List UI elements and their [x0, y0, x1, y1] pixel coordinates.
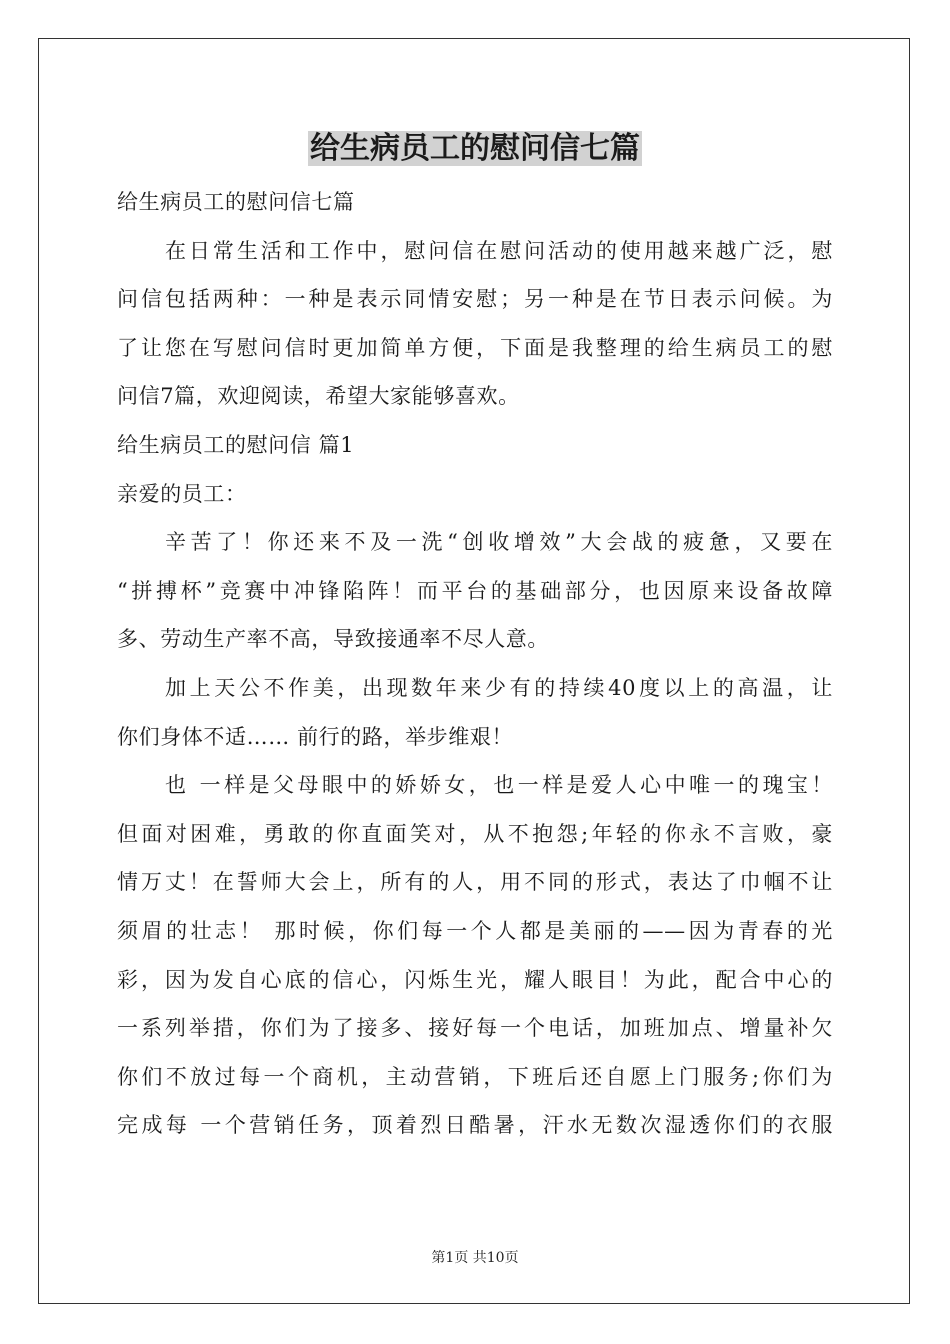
page-number-footer: 第1页 共10页 — [431, 1250, 519, 1266]
body-line: 问信7篇，欢迎阅读，希望大家能够喜欢。 — [117, 384, 520, 409]
body-line: 你们身体不适…… 前行的路，举步维艰！ — [117, 724, 514, 749]
body-line: 多、劳动生产率不高，导致接通率不尽人意。 — [117, 627, 549, 652]
document-body — [117, 178, 833, 1150]
salutation: 亲爱的员工： — [117, 481, 247, 506]
body-line: 完成每 一个营销任务，顶着烈日酷暑，汗水无数次湿透你们的衣服 — [117, 1113, 833, 1138]
body-line: 一系列举措，你们为了接多、接好每一个电话，加班加点、增量补欠 — [117, 1016, 833, 1041]
body-line: 彩，因为发自心底的信心，闪烁生光，耀人眼目！为此，配合中心的 — [117, 967, 833, 992]
body-line: 须眉的壮志！ 那时候，你们每一个人都是美丽的——因为青春的光 — [117, 918, 833, 943]
body-line: 加上天公不作美，出现数年来少有的持续40度以上的高温，让 — [165, 675, 833, 700]
document-title-text: 给生病员工的慰问信七篇 — [310, 131, 640, 166]
body-line: 你们不放过每一个商机，主动营销，下班后还自愿上门服务;你们为 — [117, 1064, 833, 1089]
section-heading: 给生病员工的慰问信 篇1 — [117, 432, 355, 457]
document-title — [0, 126, 950, 172]
body-line: 在日常生活和工作中，慰问信在慰问活动的使用越来越广泛，慰 — [165, 238, 833, 263]
body-line: 了让您在写慰问信时更加简单方便，下面是我整理的给生病员工的慰 — [117, 335, 833, 360]
body-line: “拼搏杯”竞赛中冲锋陷阵！而平台的基础部分，也因原来设备故障 — [117, 578, 833, 603]
body-line: 也 一样是父母眼中的娇娇女，也一样是爱人心中唯一的瑰宝！ — [165, 773, 833, 798]
body-line: 但面对困难，勇敢的你直面笑对，从不抱怨;年轻的你永不言败，豪 — [117, 821, 833, 846]
body-line: 辛苦了！你还来不及一洗“创收增效”大会战的疲惫，又要在 — [165, 530, 833, 555]
body-line: 情万丈！在誓师大会上，所有的人，用不同的形式，表达了巾帼不让 — [117, 870, 833, 895]
body-line: 问信包括两种：一种是表示同情安慰；另一种是在节日表示问候。为 — [117, 287, 833, 312]
body-line-subtitle: 给生病员工的慰问信七篇 — [117, 190, 355, 214]
